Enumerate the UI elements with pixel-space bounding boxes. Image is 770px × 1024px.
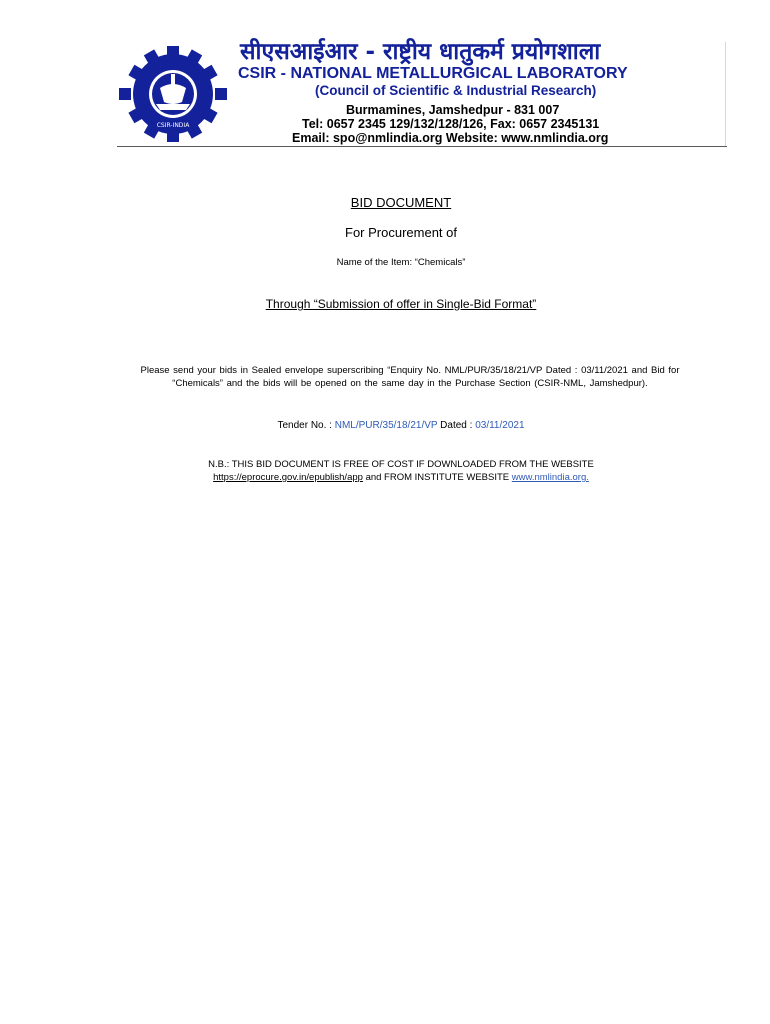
letterhead: [0, 0, 770, 160]
email-website: Email: spo@nmlindia.org Website: www.nmlindia.org: [292, 131, 609, 145]
letterhead-divider: [117, 146, 727, 147]
tender-number: NML/PUR/35/18/21/VP: [334, 420, 438, 431]
tender-label: Tender No. :: [277, 420, 332, 431]
instruction-paragraph: [90, 364, 730, 390]
document-heading: BID DOCUMENT: [350, 195, 452, 210]
letterhead-edge: [725, 42, 726, 146]
item-name: Name of the Item: “Chemicals”: [336, 257, 466, 268]
bid-format: Through “Submission of offer in Single-Bid Format”: [265, 297, 537, 311]
document-subheading: For Procurement of: [345, 225, 457, 240]
csir-logo-icon: [116, 44, 230, 144]
eprocure-link[interactable]: https://eprocure.gov.in/epublish/app: [213, 472, 363, 483]
hindi-title: सीएसआईआर - राष्ट्रीय धातुकर्म प्रयोगशाला: [240, 39, 601, 65]
tender-line: [0, 420, 770, 431]
dated-label: Dated :: [440, 420, 473, 431]
nb-line-1: N.B.: THIS BID DOCUMENT IS FREE OF COST IF DOWNLOADED FROM THE WEBSITE: [208, 459, 594, 470]
instruction-line-2: “Chemicals” and the bids will be opened on the same day in the Purchase Section (CSIR-NML, Jamshedpur).: [172, 378, 648, 389]
address: Burmamines, Jamshedpur - 831 007: [346, 103, 560, 117]
logo-bottom-text: CSIR-INDIA: [156, 122, 190, 129]
institute-website-link[interactable]: www.nmlindia.org.: [511, 472, 589, 483]
telephone: Tel: 0657 2345 129/132/128/126, Fax: 0657 2345131: [302, 117, 600, 131]
nb-note: [0, 458, 770, 484]
instruction-line-1: Please send your bids in Sealed envelope superscribing “Enquiry No. NML/PUR/35/18/21/VP Dated : 03/11/2021 and Bid for: [140, 365, 680, 376]
nb-mid-text: and FROM INSTITUTE WEBSITE: [365, 472, 510, 483]
nb-line-2: [0, 471, 770, 484]
english-title: CSIR - NATIONAL METALLURGICAL LABORATORY: [238, 65, 628, 82]
council-subtitle: (Council of Scientific & Industrial Research): [315, 83, 597, 98]
tender-date: 03/11/2021: [475, 420, 525, 431]
